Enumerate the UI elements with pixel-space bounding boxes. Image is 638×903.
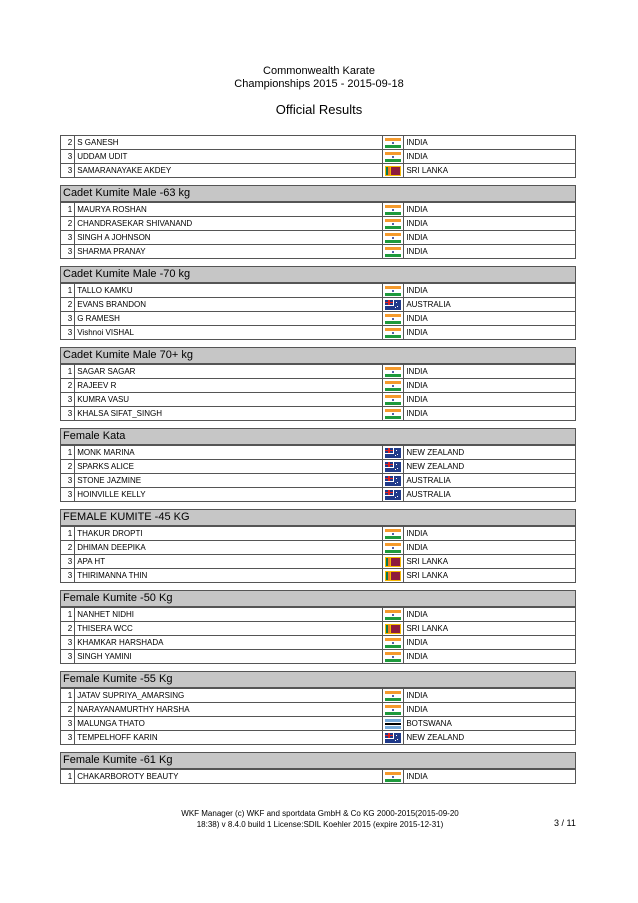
flag-cell — [382, 203, 403, 217]
flag-cell — [382, 460, 403, 474]
result-row — [61, 245, 576, 259]
rank: 3 — [61, 474, 75, 488]
athlete-name: APA HT — [75, 555, 383, 569]
athlete-name: MONK MARINA — [75, 446, 383, 460]
athlete-name: SAGAR SAGAR — [75, 365, 383, 379]
rank: 2 — [61, 379, 75, 393]
athlete-name: JATAV SUPRIYA_AMARSING — [75, 689, 383, 703]
rank: 1 — [61, 608, 75, 622]
result-row — [61, 555, 576, 569]
india-flag-icon — [385, 772, 401, 782]
india-flag-icon — [385, 219, 401, 229]
athlete-name: KUMRA VASU — [75, 393, 383, 407]
result-row — [61, 164, 576, 178]
result-row — [61, 136, 576, 150]
athlete-name: HOINVILLE KELLY — [75, 488, 383, 502]
results-table — [60, 607, 576, 664]
rank: 2 — [61, 703, 75, 717]
flag-cell — [382, 636, 403, 650]
australia-flag-icon — [385, 476, 401, 486]
result-row — [61, 326, 576, 340]
event-title-line2: Championships 2015 - 2015-09-18 — [234, 78, 404, 90]
athlete-name: NARAYANAMURTHY HARSHA — [75, 703, 383, 717]
country: INDIA — [404, 770, 576, 784]
result-row — [61, 770, 576, 784]
athlete-name: MAURYA ROSHAN — [75, 203, 383, 217]
flag-cell — [382, 136, 403, 150]
athlete-name: SINGH A JOHNSON — [75, 231, 383, 245]
athlete-name: THAKUR DROPTI — [75, 527, 383, 541]
country: SRI LANKA — [404, 164, 576, 178]
country: INDIA — [404, 312, 576, 326]
country: INDIA — [404, 326, 576, 340]
flag-cell — [382, 245, 403, 259]
athlete-name: TALLO KAMKU — [75, 284, 383, 298]
results-table — [60, 202, 576, 259]
result-row — [61, 284, 576, 298]
india-flag-icon — [385, 367, 401, 377]
rank: 2 — [61, 217, 75, 231]
country: NEW ZEALAND — [404, 460, 576, 474]
new-zealand-flag-icon — [385, 462, 401, 472]
result-row — [61, 474, 576, 488]
country: AUSTRALIA — [404, 298, 576, 312]
result-row — [61, 379, 576, 393]
rank: 3 — [61, 245, 75, 259]
rank: 2 — [61, 622, 75, 636]
rank: 2 — [61, 460, 75, 474]
results-table — [60, 364, 576, 421]
athlete-name: UDDAM UDIT — [75, 150, 383, 164]
result-row — [61, 527, 576, 541]
country: INDIA — [404, 136, 576, 150]
flag-cell — [382, 326, 403, 340]
results-table — [60, 769, 576, 784]
flag-cell — [382, 608, 403, 622]
india-flag-icon — [385, 543, 401, 553]
country: INDIA — [404, 527, 576, 541]
rank: 1 — [61, 203, 75, 217]
rank: 3 — [61, 393, 75, 407]
flag-cell — [382, 622, 403, 636]
results-table — [60, 445, 576, 502]
result-row — [61, 150, 576, 164]
rank: 3 — [61, 731, 75, 745]
rank: 3 — [61, 312, 75, 326]
flag-cell — [382, 541, 403, 555]
result-row — [61, 541, 576, 555]
flag-cell — [382, 770, 403, 784]
india-flag-icon — [385, 652, 401, 662]
india-flag-icon — [385, 328, 401, 338]
india-flag-icon — [385, 233, 401, 243]
results-table — [60, 526, 576, 583]
country: INDIA — [404, 365, 576, 379]
results-table — [60, 135, 576, 178]
rank: 2 — [61, 298, 75, 312]
country: SRI LANKA — [404, 569, 576, 583]
category-header: Cadet Kumite Male -63 kg — [60, 185, 576, 202]
india-flag-icon — [385, 529, 401, 539]
country: INDIA — [404, 217, 576, 231]
athlete-name: MALUNGA THATO — [75, 717, 383, 731]
result-row — [61, 231, 576, 245]
flag-cell — [382, 217, 403, 231]
result-row — [61, 393, 576, 407]
rank: 1 — [61, 365, 75, 379]
athlete-name: SINGH YAMINI — [75, 650, 383, 664]
results-list — [60, 135, 576, 784]
rank: 1 — [61, 689, 75, 703]
country: INDIA — [404, 650, 576, 664]
australia-flag-icon — [385, 490, 401, 500]
country: AUSTRALIA — [404, 488, 576, 502]
athlete-name: TEMPELHOFF KARIN — [75, 731, 383, 745]
result-row — [61, 203, 576, 217]
rank: 3 — [61, 326, 75, 340]
flag-cell — [382, 474, 403, 488]
athlete-name: DHIMAN DEEPIKA — [75, 541, 383, 555]
flag-cell — [382, 231, 403, 245]
flag-cell — [382, 393, 403, 407]
athlete-name: Vishnoi VISHAL — [75, 326, 383, 340]
flag-cell — [382, 150, 403, 164]
result-row — [61, 446, 576, 460]
athlete-name: STONE JAZMINE — [75, 474, 383, 488]
flag-cell — [382, 379, 403, 393]
flag-cell — [382, 569, 403, 583]
country: INDIA — [404, 150, 576, 164]
athlete-name: RAJEEV R — [75, 379, 383, 393]
rank: 1 — [61, 446, 75, 460]
india-flag-icon — [385, 247, 401, 257]
flag-cell — [382, 312, 403, 326]
result-row — [61, 298, 576, 312]
result-row — [61, 703, 576, 717]
india-flag-icon — [385, 152, 401, 162]
india-flag-icon — [385, 610, 401, 620]
category-header: Female Kumite -50 Kg — [60, 590, 576, 607]
flag-cell — [382, 407, 403, 421]
category-header: Female Kumite -61 Kg — [60, 752, 576, 769]
athlete-name: THIRIMANNA THIN — [75, 569, 383, 583]
rank: 3 — [61, 231, 75, 245]
page-number: 3 / 11 — [554, 818, 576, 828]
country: INDIA — [404, 203, 576, 217]
category-header: FEMALE KUMITE -45 KG — [60, 509, 576, 526]
flag-cell — [382, 650, 403, 664]
country: INDIA — [404, 245, 576, 259]
sri-lanka-flag-icon — [385, 557, 401, 567]
country: INDIA — [404, 284, 576, 298]
india-flag-icon — [385, 138, 401, 148]
athlete-name: SPARKS ALICE — [75, 460, 383, 474]
result-row — [61, 650, 576, 664]
india-flag-icon — [385, 705, 401, 715]
country: INDIA — [404, 407, 576, 421]
india-flag-icon — [385, 638, 401, 648]
india-flag-icon — [385, 381, 401, 391]
result-row — [61, 689, 576, 703]
flag-cell — [382, 446, 403, 460]
category-header: Female Kata — [60, 428, 576, 445]
rank: 1 — [61, 527, 75, 541]
country: NEW ZEALAND — [404, 731, 576, 745]
results-heading: Official Results — [275, 102, 363, 117]
athlete-name: G RAMESH — [75, 312, 383, 326]
rank: 2 — [61, 136, 75, 150]
new-zealand-flag-icon — [385, 733, 401, 743]
india-flag-icon — [385, 205, 401, 215]
flag-cell — [382, 527, 403, 541]
rank: 3 — [61, 636, 75, 650]
country: INDIA — [404, 231, 576, 245]
flag-cell — [382, 298, 403, 312]
flag-cell — [382, 164, 403, 178]
country: INDIA — [404, 379, 576, 393]
athlete-name: KHAMKAR HARSHADA — [75, 636, 383, 650]
result-row — [61, 488, 576, 502]
athlete-name: SHARMA PRANAY — [75, 245, 383, 259]
result-row — [61, 636, 576, 650]
athlete-name: EVANS BRANDON — [75, 298, 383, 312]
country: BOTSWANA — [404, 717, 576, 731]
result-row — [61, 717, 576, 731]
flag-cell — [382, 717, 403, 731]
country: INDIA — [404, 608, 576, 622]
rank: 3 — [61, 569, 75, 583]
category-header: Cadet Kumite Male 70+ kg — [60, 347, 576, 364]
footer-line1: WKF Manager (c) WKF and sportdata GmbH & Co KG 2000-2015(2015-09-20 — [181, 809, 459, 818]
result-row — [61, 731, 576, 745]
country: INDIA — [404, 703, 576, 717]
results-table — [60, 283, 576, 340]
flag-cell — [382, 284, 403, 298]
rank: 1 — [61, 770, 75, 784]
flag-cell — [382, 365, 403, 379]
flag-cell — [382, 703, 403, 717]
india-flag-icon — [385, 286, 401, 296]
rank: 3 — [61, 488, 75, 502]
result-row — [61, 312, 576, 326]
country: AUSTRALIA — [404, 474, 576, 488]
india-flag-icon — [385, 314, 401, 324]
botswana-flag-icon — [385, 719, 401, 729]
rank: 3 — [61, 407, 75, 421]
result-row — [61, 407, 576, 421]
rank: 2 — [61, 541, 75, 555]
footer-line2: 18:38) v 8.4.0 build 1 License:SDIL Koehler 2015 (expire 2015-12-31) — [196, 820, 444, 829]
category-header: Cadet Kumite Male -70 kg — [60, 266, 576, 283]
flag-cell — [382, 555, 403, 569]
athlete-name: KHALSA SIFAT_SINGH — [75, 407, 383, 421]
athlete-name: THISERA WCC — [75, 622, 383, 636]
sri-lanka-flag-icon — [385, 571, 401, 581]
athlete-name: CHANDRASEKAR SHIVANAND — [75, 217, 383, 231]
country: SRI LANKA — [404, 555, 576, 569]
athlete-name: NANHET NIDHI — [75, 608, 383, 622]
athlete-name: SAMARANAYAKE AKDEY — [75, 164, 383, 178]
india-flag-icon — [385, 409, 401, 419]
country: INDIA — [404, 393, 576, 407]
result-row — [61, 365, 576, 379]
event-title-line1: Commonwealth Karate — [263, 65, 375, 77]
flag-cell — [382, 488, 403, 502]
india-flag-icon — [385, 395, 401, 405]
australia-flag-icon — [385, 300, 401, 310]
country: SRI LANKA — [404, 622, 576, 636]
footer-text — [170, 808, 470, 830]
country: INDIA — [404, 689, 576, 703]
india-flag-icon — [385, 691, 401, 701]
results-table — [60, 688, 576, 745]
rank: 3 — [61, 150, 75, 164]
sri-lanka-flag-icon — [385, 624, 401, 634]
sri-lanka-flag-icon — [385, 166, 401, 176]
flag-cell — [382, 731, 403, 745]
athlete-name: S GANESH — [75, 136, 383, 150]
result-row — [61, 460, 576, 474]
rank: 3 — [61, 555, 75, 569]
flag-cell — [382, 689, 403, 703]
rank: 3 — [61, 164, 75, 178]
result-row — [61, 569, 576, 583]
country: NEW ZEALAND — [404, 446, 576, 460]
rank: 3 — [61, 650, 75, 664]
athlete-name: CHAKARBOROTY BEAUTY — [75, 770, 383, 784]
new-zealand-flag-icon — [385, 448, 401, 458]
country: INDIA — [404, 636, 576, 650]
country: INDIA — [404, 541, 576, 555]
result-row — [61, 217, 576, 231]
result-row — [61, 608, 576, 622]
category-header: Female Kumite -55 Kg — [60, 671, 576, 688]
rank: 1 — [61, 284, 75, 298]
rank: 3 — [61, 717, 75, 731]
result-row — [61, 622, 576, 636]
